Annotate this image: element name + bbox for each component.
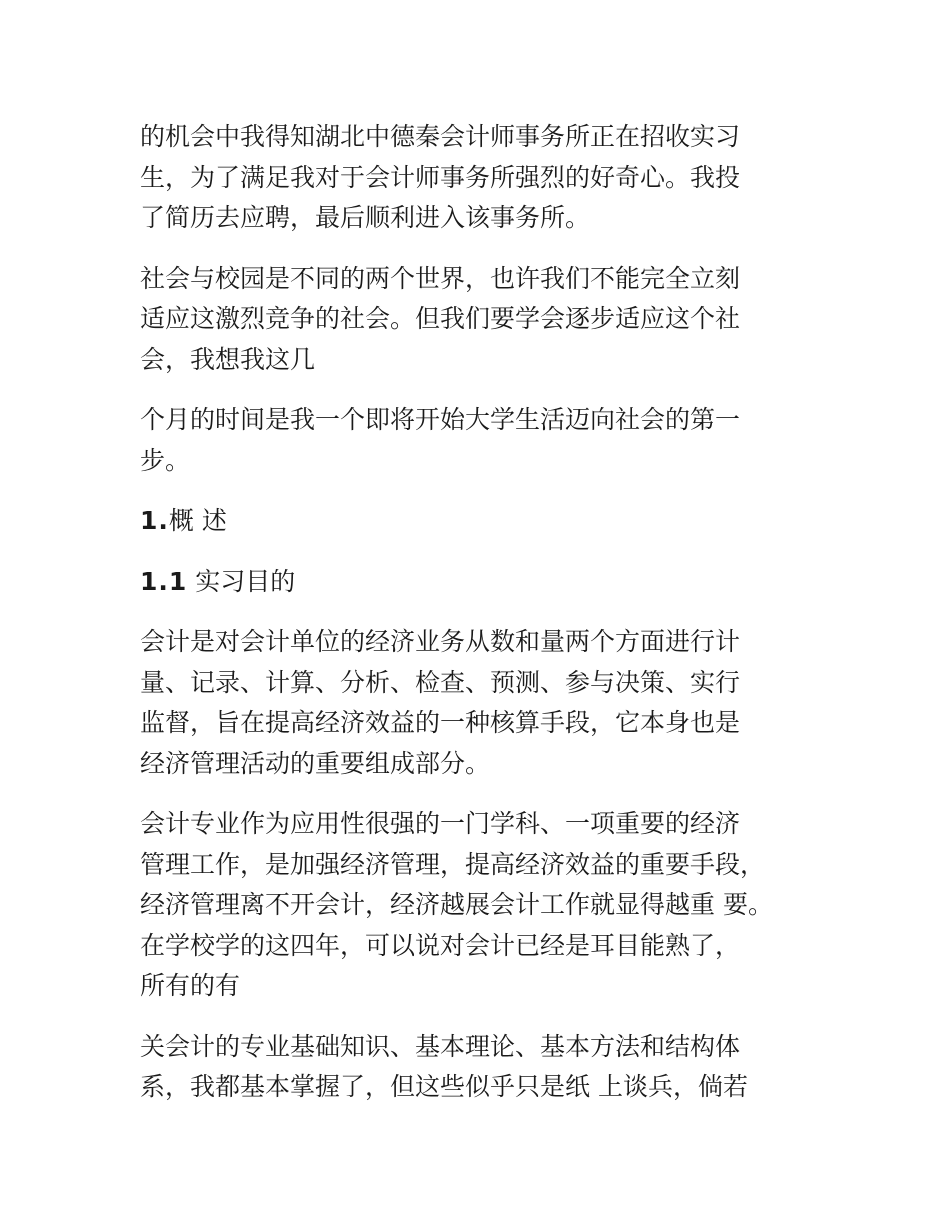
text-line: 个月的时间是我一个即将开始大学生活迈向社会的第一 (140, 405, 741, 434)
text-line: 步。 (140, 445, 191, 475)
text-line: 了简历去应聘，最后顺利进入该事务所。 (140, 203, 591, 232)
text-line: 适应这激烈竞争的社会。但我们要学会逐步适应这个社 (140, 304, 741, 333)
paragraph-accounting-major (140, 804, 820, 1007)
text-line: 会计是对会计单位的经济业务从数和量两个方面进行计 (140, 627, 741, 656)
subsection-title: 实习目的 (187, 566, 296, 596)
paragraph-society-and-campus (140, 259, 820, 381)
paragraph-accounting-definition (140, 622, 820, 784)
paragraph-internship-opportunity (140, 117, 820, 239)
text-line: 关会计的专业基础知识、基本理论、基本方法和结构体 (140, 1031, 741, 1061)
text-line: 的机会中我得知湖北中德秦会计师事务所正在招收实习 (140, 122, 741, 151)
subsection-heading-internship-purpose (140, 562, 820, 603)
subsection-number: 1.1 (140, 566, 188, 596)
text-line: 会计专业作为应用性很强的一门学科、一项重要的经济 (140, 809, 741, 838)
paragraph-first-step (140, 400, 820, 481)
text-line: 经济管理活动的重要组成部分。 (140, 748, 491, 778)
text-line: 会，我想我这几 (140, 344, 316, 374)
text-line: 在学校学的这四年，可以说对会计已经是耳目能熟了， (140, 930, 741, 960)
text-line: 经济管理离不开会计，经济越展会计工作就显得越重 要。 (140, 890, 773, 919)
section-number: 1. (140, 506, 169, 535)
text-line: 监督，旨在提高经济效益的一种核算手段，它本身也是 (140, 708, 741, 737)
text-line: 量、记录、计算、分析、检查、预测、参与决策、实行 (140, 667, 741, 697)
section-title: 概 述 (168, 506, 227, 535)
paragraph-professional-knowledge (140, 1027, 820, 1108)
section-heading-overview (140, 501, 820, 542)
text-line: 系，我都基本掌握了，但这些似乎只是纸 上谈兵，倘若 (140, 1072, 748, 1101)
text-line: 管理工作，是加强经济管理，提高经济效益的重要手段， (140, 849, 766, 879)
text-line: 所有的有 (140, 971, 241, 1000)
text-line: 生，为了满足我对于会计师事务所强烈的好奇心。我投 (140, 162, 741, 192)
text-line: 社会与校园是不同的两个世界，也许我们不能完全立刻 (140, 263, 741, 293)
